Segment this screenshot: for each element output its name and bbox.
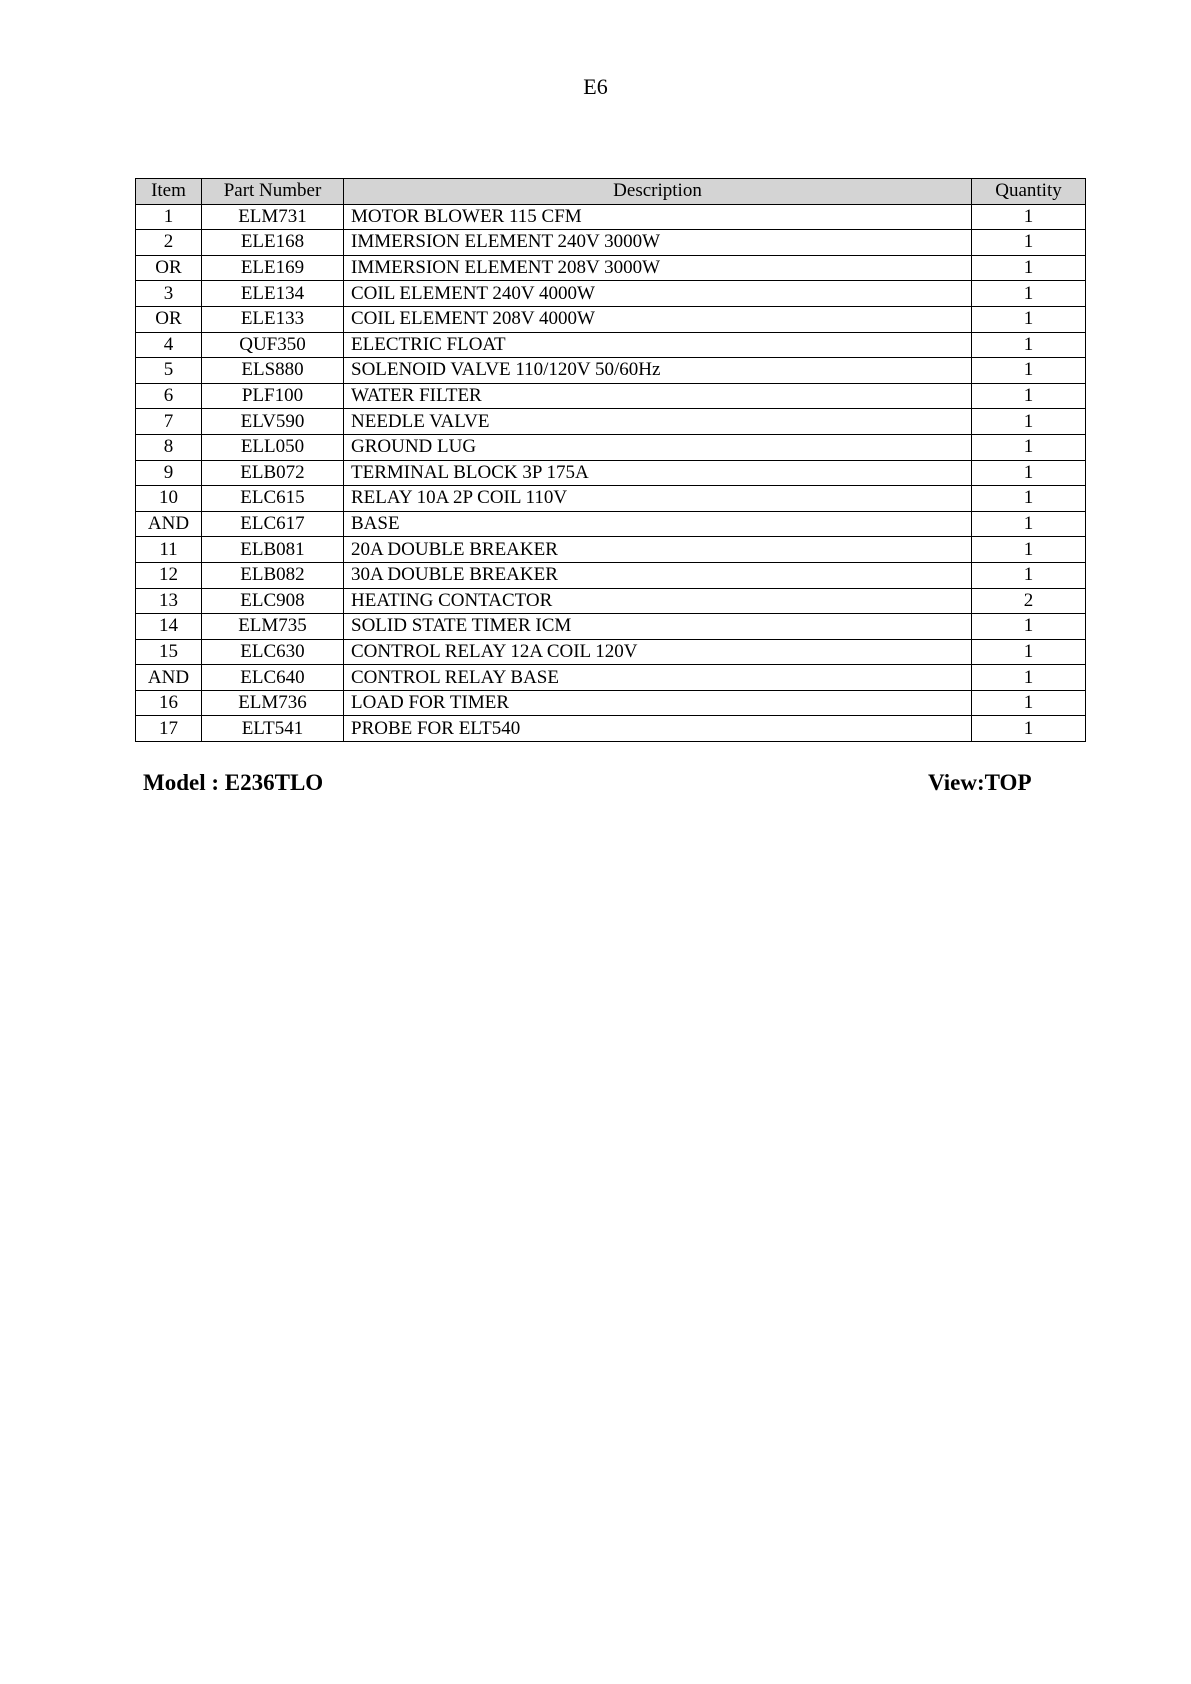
item-cell: 8 (136, 434, 202, 460)
quantity-cell: 1 (972, 409, 1086, 435)
quantity-cell: 1 (972, 306, 1086, 332)
table-row (136, 306, 1086, 332)
part-number-cell: ELB072 (202, 460, 344, 486)
quantity-cell: 1 (972, 511, 1086, 537)
column-header-item: Item (136, 179, 202, 205)
part-number-cell: ELL050 (202, 434, 344, 460)
part-number-cell: ELT541 (202, 716, 344, 742)
quantity-cell: 1 (972, 383, 1086, 409)
part-number-cell: QUF350 (202, 332, 344, 358)
part-number-cell: ELB082 (202, 562, 344, 588)
table-row (136, 332, 1086, 358)
quantity-cell: 1 (972, 460, 1086, 486)
item-cell: OR (136, 306, 202, 332)
quantity-cell: 1 (972, 281, 1086, 307)
quantity-cell: 1 (972, 562, 1086, 588)
item-cell: 1 (136, 204, 202, 230)
item-cell: 4 (136, 332, 202, 358)
description-cell: IMMERSION ELEMENT 240V 3000W (344, 230, 972, 256)
item-cell: 7 (136, 409, 202, 435)
part-number-cell: ELM735 (202, 614, 344, 640)
column-header-description: Description (344, 179, 972, 205)
quantity-cell: 1 (972, 204, 1086, 230)
item-cell: AND (136, 511, 202, 537)
quantity-cell: 1 (972, 614, 1086, 640)
quantity-cell: 1 (972, 434, 1086, 460)
table-row (136, 639, 1086, 665)
item-cell: OR (136, 255, 202, 281)
table-row (136, 255, 1086, 281)
item-cell: 17 (136, 716, 202, 742)
description-cell: CONTROL RELAY BASE (344, 665, 972, 691)
model-label: Model : E236TLO (143, 770, 324, 795)
part-number-cell: ELB081 (202, 537, 344, 563)
description-cell: COIL ELEMENT 240V 4000W (344, 281, 972, 307)
table-row (136, 204, 1086, 230)
table-row (136, 230, 1086, 256)
item-cell: 10 (136, 486, 202, 512)
description-cell: 30A DOUBLE BREAKER (344, 562, 972, 588)
description-cell: BASE (344, 511, 972, 537)
part-number-cell: ELE133 (202, 306, 344, 332)
column-header-part-number: Part Number (202, 179, 344, 205)
quantity-cell: 1 (972, 332, 1086, 358)
part-number-cell: ELE134 (202, 281, 344, 307)
part-number-cell: ELC615 (202, 486, 344, 512)
part-number-cell: ELM731 (202, 204, 344, 230)
part-number-cell: ELC640 (202, 665, 344, 691)
page-label: E6 (583, 74, 608, 99)
description-cell: GROUND LUG (344, 434, 972, 460)
description-cell: MOTOR BLOWER 115 CFM (344, 204, 972, 230)
description-cell: LOAD FOR TIMER (344, 690, 972, 716)
item-cell: 15 (136, 639, 202, 665)
table-row (136, 460, 1086, 486)
description-cell: SOLENOID VALVE 110/120V 50/60Hz (344, 358, 972, 384)
part-number-cell: ELC908 (202, 588, 344, 614)
description-cell: IMMERSION ELEMENT 208V 3000W (344, 255, 972, 281)
parts-table (135, 178, 1086, 742)
description-cell: PROBE FOR ELT540 (344, 716, 972, 742)
part-number-cell: ELM736 (202, 690, 344, 716)
item-cell: 6 (136, 383, 202, 409)
table-row (136, 614, 1086, 640)
quantity-cell: 1 (972, 255, 1086, 281)
item-cell: 11 (136, 537, 202, 563)
table-row (136, 383, 1086, 409)
item-cell: 3 (136, 281, 202, 307)
item-cell: 5 (136, 358, 202, 384)
description-cell: RELAY 10A 2P COIL 110V (344, 486, 972, 512)
table-header-row (136, 179, 1086, 205)
description-cell: ELECTRIC FLOAT (344, 332, 972, 358)
table-row (136, 434, 1086, 460)
quantity-cell: 1 (972, 358, 1086, 384)
quantity-cell: 1 (972, 537, 1086, 563)
table-row (136, 409, 1086, 435)
part-number-cell: ELE168 (202, 230, 344, 256)
table-row (136, 281, 1086, 307)
quantity-cell: 2 (972, 588, 1086, 614)
item-cell: 14 (136, 614, 202, 640)
quantity-cell: 1 (972, 230, 1086, 256)
description-cell: 20A DOUBLE BREAKER (344, 537, 972, 563)
item-cell: 12 (136, 562, 202, 588)
description-cell: SOLID STATE TIMER ICM (344, 614, 972, 640)
table-row (136, 690, 1086, 716)
quantity-cell: 1 (972, 665, 1086, 691)
description-cell: WATER FILTER (344, 383, 972, 409)
table-row (136, 486, 1086, 512)
description-cell: TERMINAL BLOCK 3P 175A (344, 460, 972, 486)
column-header-quantity: Quantity (972, 179, 1086, 205)
part-number-cell: ELV590 (202, 409, 344, 435)
item-cell: 2 (136, 230, 202, 256)
part-number-cell: ELC630 (202, 639, 344, 665)
item-cell: 16 (136, 690, 202, 716)
table-row (136, 358, 1086, 384)
table-row (136, 562, 1086, 588)
description-cell: COIL ELEMENT 208V 4000W (344, 306, 972, 332)
table-row (136, 588, 1086, 614)
part-number-cell: ELE169 (202, 255, 344, 281)
item-cell: 13 (136, 588, 202, 614)
description-cell: NEEDLE VALVE (344, 409, 972, 435)
table-row (136, 511, 1086, 537)
item-cell: AND (136, 665, 202, 691)
quantity-cell: 1 (972, 690, 1086, 716)
part-number-cell: ELS880 (202, 358, 344, 384)
item-cell: 9 (136, 460, 202, 486)
table-row (136, 537, 1086, 563)
description-cell: HEATING CONTACTOR (344, 588, 972, 614)
part-number-cell: PLF100 (202, 383, 344, 409)
quantity-cell: 1 (972, 716, 1086, 742)
part-number-cell: ELC617 (202, 511, 344, 537)
quantity-cell: 1 (972, 486, 1086, 512)
description-cell: CONTROL RELAY 12A COIL 120V (344, 639, 972, 665)
quantity-cell: 1 (972, 639, 1086, 665)
view-label: View:TOP (928, 770, 1032, 795)
table-row (136, 716, 1086, 742)
table-row (136, 665, 1086, 691)
